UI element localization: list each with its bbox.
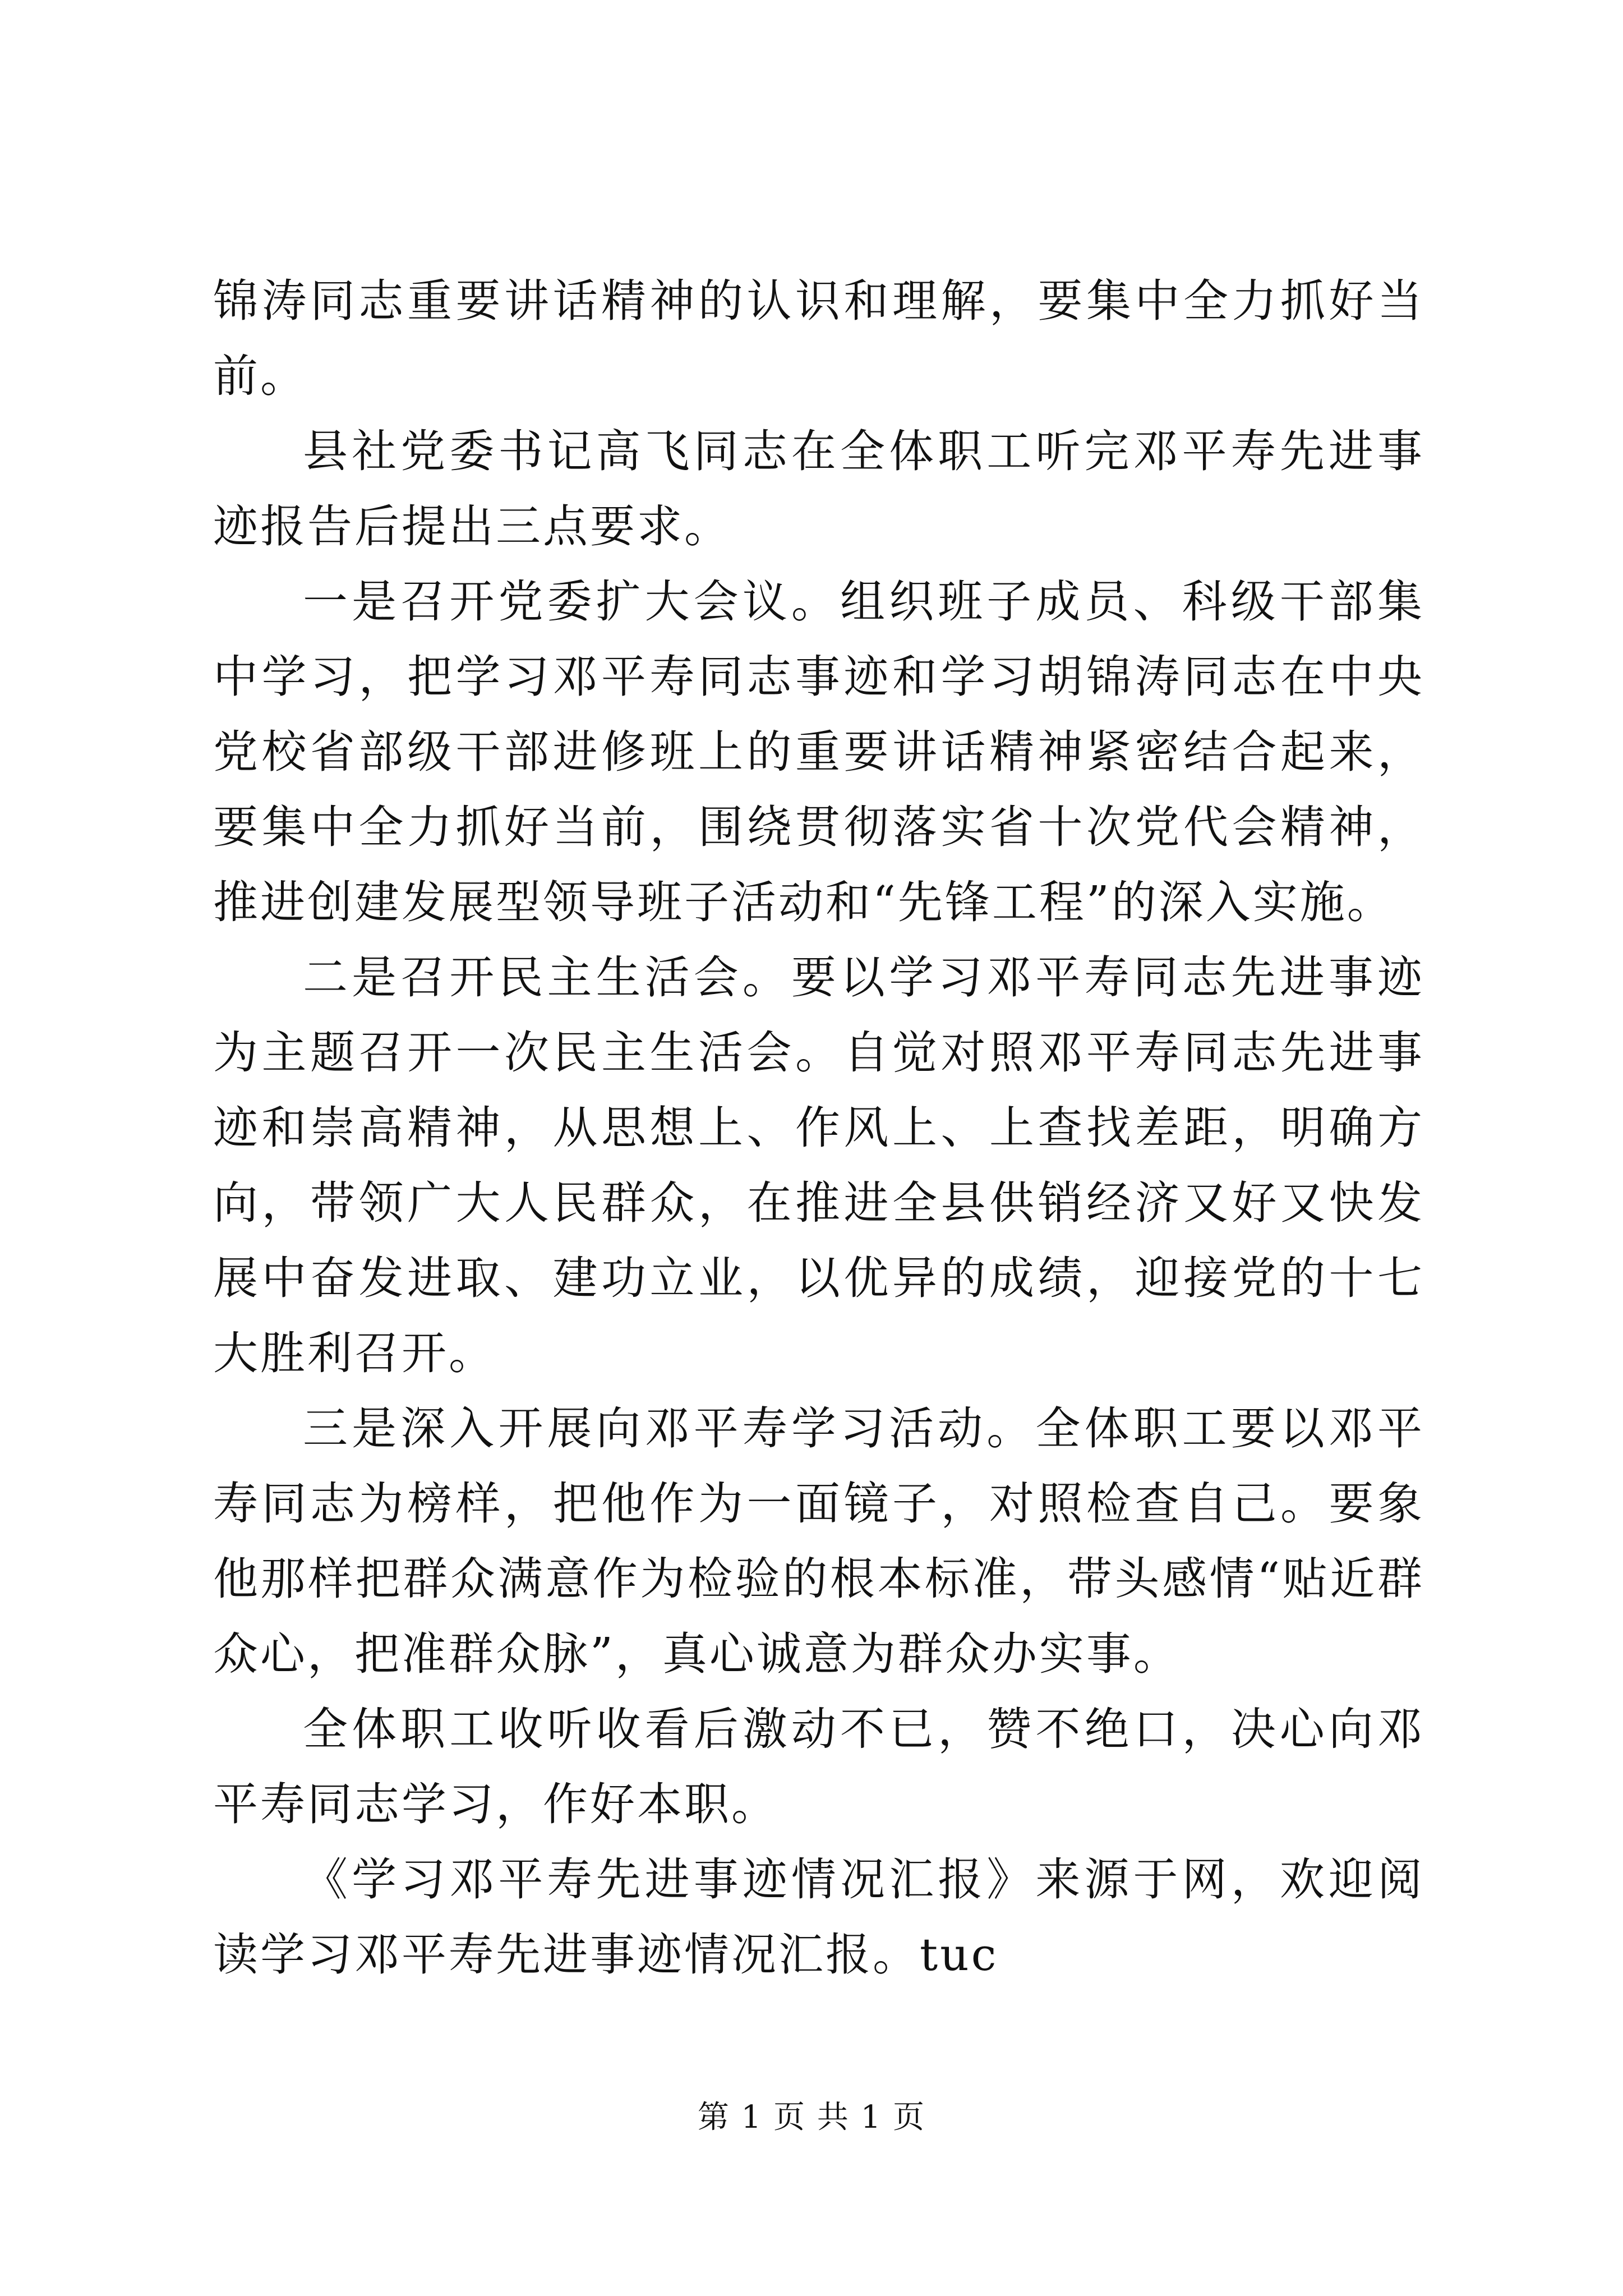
paragraph-requirement-two: 二是召开民主生活会。要以学习邓平寿同志先进事迹为主题召开一次民主生活会。自觉对照邓平寿同志先进事迹和崇高精神，从思想上、作风上、上查找差距，明确方向，带领广大人民群众，在推进全县供销经济又好又快发展中奋发进取、建功立业，以优异的成绩，迎接党的十七大胜利召开。 <box>213 951 1424 1379</box>
page-number-footer: 第 1 页 共 1 页 <box>697 2099 926 2136</box>
paragraph-staff-response: 全体职工收听收看后激动不已，赞不绝口，决心向邓平寿同志学习，作好本职。 <box>213 1703 1424 1830</box>
paragraph-requirements-intro: 县社党委书记高飞同志在全体职工听完邓平寿先进事迹报告后提出三点要求。 <box>213 425 1424 553</box>
document-body <box>213 264 1424 1993</box>
paragraph-continuation: 锦涛同志重要讲话精神的认识和理解，要集中全力抓好当前。 <box>213 275 1424 402</box>
paragraph-requirement-three: 三是深入开展向邓平寿学习活动。全体职工要以邓平寿同志为榜样，把他作为一面镜子，对照检查自己。要象他那样把群众满意作为检验的根本标准，带头感情“贴近群众心，把准群众脉”，真心诚意为群众办实事。 <box>213 1402 1424 1680</box>
paragraph-source-note: 《学习邓平寿先进事迹情况汇报》来源于网，欢迎阅读学习邓平寿先进事迹情况汇报。tuc <box>213 1853 1424 1981</box>
paragraph-requirement-one: 一是召开党委扩大会议。组织班子成员、科级干部集中学习，把学习邓平寿同志事迹和学习胡锦涛同志在中央党校省部级干部进修班上的重要讲话精神紧密结合起来，要集中全力抓好当前，围绕贯彻落实省十次党代会精神，推进创建发展型领导班子活动和“先锋工程”的深入实施。 <box>213 576 1424 928</box>
